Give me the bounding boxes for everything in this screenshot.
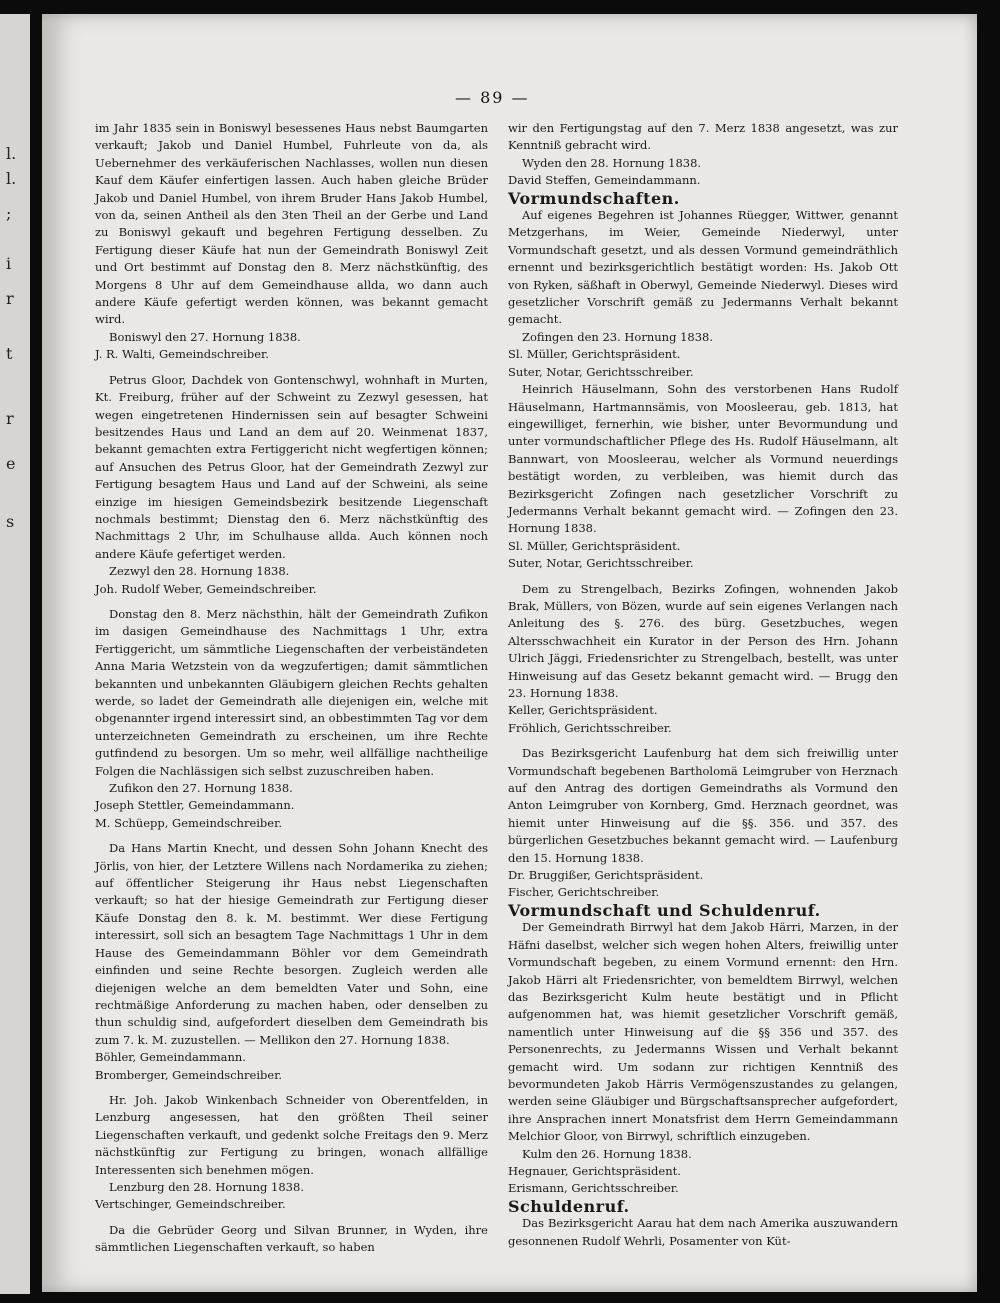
notice-paragraph: wir den Fertigungstag auf den 7. Merz 1838 angesetzt, was zur Kenntniß gebracht wird. [508,121,898,153]
gutter-mark: s [6,512,15,531]
section-heading: Vormundschaft und Schuldenruf. [508,900,821,920]
notice-signature: Joseph Stettler, Gemeindammann. [95,798,295,813]
notice-date: Zofingen den 23. Hornung 1838. [522,329,714,344]
notice-signature: Vertschinger, Gemeindschreiber. [95,1197,286,1212]
gutter-mark: r [6,289,14,308]
notice-paragraph: Hr. Joh. Jakob Winkenbach Schneider von Oberentfelden, in Lenzburg angesessen, hat den größten Theil seiner Liegenschaften verkauft, und gedenkt solche Freitags den 9. Merz nächstkünftig zur Fertigung zu bringen, wonach allfällige Interessenten sich benehmen mögen. [95,1092,488,1177]
notice-date: Kulm den 26. Hornung 1838. [522,1146,692,1161]
gutter-mark: l. [6,144,17,163]
notice-date: Wyden den 28. Hornung 1838. [522,155,702,170]
left-page-edge [0,14,30,1294]
notice-signature: Joh. Rudolf Weber, Gemeindschreiber. [95,581,317,596]
gutter-mark: ; [6,204,12,223]
notice-signature: Keller, Gerichtspräsident. [508,703,658,718]
notice-signature: J. R. Walti, Gemeindschreiber. [95,347,269,362]
notice-signature: Böhler, Gemeindammann. [95,1050,246,1065]
notice-signature: David Steffen, Gemeindammann. [508,173,701,188]
section-heading: Vormundschaften. [508,188,680,208]
notice-signature: M. Schüepp, Gemeindschreiber. [95,815,282,830]
notice-date: Zezwyl den 28. Hornung 1838. [109,564,290,579]
gutter-mark: t [6,344,13,363]
notice-paragraph: Donstag den 8. Merz nächsthin, hält der Gemeindrath Zufikon im dasigen Gemeindhause des Nachmittags 1 Uhr, extra Fertiggericht, um sämmtliche Liegenschaften der verbeiständeten Anna Maria Wetzstein von da wegzufertigen; damit sämmtlichen bekannten und unbekannten Gläubigern gleichen Rechts gehalten werde, so ladet der Gemeindrath alle diejenigen ein, welche mit obgenannter irgend interessirt sind, an obbestimmten Tag vor dem unterzeichneten Gemeindrath zu erscheinen, um ihre Rechte gutfindend zu besorgen. Um so mehr, weil allfällige nachtheilige Folgen die Nachlässigen sich selbst zuzuschreiben haben. [95,606,488,778]
notice-signature: Dr. Bruggißer, Gerichtspräsident. [508,868,704,883]
notice-paragraph: Dem zu Strengelbach, Bezirks Zofingen, wohnenden Jakob Brak, Müllers, von Bözen, wurde auf sein eigenes Verlangen nach Anleitung des §. 276. des bürg. Gesetzbuches, wegen Altersschwachheit ein Kurator in der Person des Hrn. Johann Ulrich Jäggi, Friedensrichter zu Strengelbach, bestellt, was unter Hinweisung auf das Gesetz bekannt gemacht wird. — Brugg den 23. Hornung 1838. [508,581,898,700]
gutter-mark: i [6,254,12,273]
notice-paragraph: Auf eigenes Begehren ist Johannes Rüegger, Wittwer, genannt Metzgerhans, im Weier, Gemeinde Niederwyl, unter Vormundschaft gesetzt, und als dessen Vormund gemeindräthlich ernennt und bezirksgerichtlich bestätigt worden: Hs. Jakob Ott von Ryken, säßhaft in Oberwyl, Gemeinde Niederwyl. Dieses wird gesetzlicher Vorschrift gemäß zu Jedermanns Verhalt bekannt gemacht. [508,208,898,327]
notice-paragraph: im Jahr 1835 sein in Boniswyl besessenes Haus nebst Baumgarten verkauft; Jakob und Daniel Humbel, Fuhrleute von da, als Uebernehmer des verkäuferischen Nachlasses, wollen nun diesen Kauf dem Käufer einfertigen lassen. Auch haben gleiche Brüder Jakob und Daniel Humbel, von ihrem Bruder Hans Jakob Humbel, von da, seinen Antheil als den 3ten Theil an der Gerbe und Land zu Boniswyl gekauft und begehren Fertigung desselben. Zu Fertigung dieser Käufe hat nun der Gemeindrath Boniswyl Zeit und Ort bestimmt auf Donstag den 8. Merz nächstkünftig, des Morgens 8 Uhr auf dem Gemeindhause allda, wo dann auch andere Käufe gefertigt werden können, was bekannt gemacht wird. [95,121,488,327]
notice-signature: Suter, Notar, Gerichtsschreiber. [508,556,694,571]
notice-paragraph: Da die Gebrüder Georg und Silvan Brunner, in Wyden, ihre sämmtlichen Liegenschaften verkauft, so haben [95,1222,488,1255]
notice-paragraph: Petrus Gloor, Dachdek von Gontenschwyl, wohnhaft in Murten, Kt. Freiburg, früher auf der Schweint zu Zezwyl gesessen, hat wegen eingetretenen Hindernissen sein auf besagter Schweini besitzendes Haus und Land an dem auf 20. Weinmenat 1837, bekannt gemachten extra Fertiggericht nicht wegfertigen können; auf Ansuchen des Petrus Gloor, hat der Gemeindrath Zezwyl zur Fertigung besagtem Haus und Land auf der Schweini, als seine einzige im hiesigen Gemeindsbezirk besitzende Liegenschaft nochmals bestimmt; Dienstag den 6. Merz nächstkünftig des Nachmittags 2 Uhr, im Schulhause allda. Auch können noch andere Käufe gefertiget werden. [95,372,488,561]
page-number: — 89 — [455,88,530,107]
gutter-mark: r [6,409,14,428]
left-column [95,120,488,1257]
notice-signature: Suter, Notar, Gerichtsschreiber. [508,364,694,379]
notice-signature: Bromberger, Gemeindschreiber. [95,1067,283,1082]
notice-paragraph: Heinrich Häuselmann, Sohn des verstorbenen Hans Rudolf Häuselmann, Hartmannsämis, von Moosleerau, geb. 1813, hat eingewilliget, fernerhin, wie bisher, unter Bevormundung und unter vormundschaftlicher Pflege des Hs. Rudolf Häuselmann, alt Bannwart, von Moosleerau, welcher als Vormund neuerdings bestätigt worden, zu verbleiben, was hiemit durch das Bezirksgericht Zofingen nach gesetzlicher Vorschrift zu Jedermanns Verhalt bekannt gemacht wird. — Zofingen den 23. Hornung 1838. [508,382,898,536]
notice-signature: Fischer, Gerichtschreiber. [508,885,660,900]
notice-signature: Fröhlich, Gerichtsschreiber. [508,720,672,735]
notice-date: Zufikon den 27. Hornung 1838. [109,781,293,796]
section-heading: Schuldenruf. [508,1196,630,1216]
right-column [508,120,898,1250]
notice-paragraph: Da Hans Martin Knecht, und dessen Sohn Johann Knecht des Jörlis, von hier, der Letztere Willens nach Nordamerika zu ziehen; auf öffentlicher Steigerung ihr Haus nebst Liegenschaften verkauft; so hat der hiesige Gemeindrath zur Fertigung dieser Käufe Donstag den 8. k. M. bestimmt. Wer diese Fertigung interessirt, soll sich an besagtem Tage Nachmittags 1 Uhr in dem Hause des Gemeindammann Böhler vor dem Gemeindrath einfinden und seine Rechte besorgen. Zugleich werden alle diejenigen welche an dem bemeldten Vater und Sohn, eine rechtmäßige Anforderung zu machen haben, oder denselben zu thun schuldig sind, aufgefordert dieselben dem Gemeindrath bis zum 7. k. M. zuzustellen. — Mellikon den 27. Hornung 1838. [95,841,488,1047]
notice-paragraph: Der Gemeindrath Birrwyl hat dem Jakob Härri, Marzen, in der Häfni daselbst, welcher sich wegen hohen Alters, freiwillig unter Vormundschaft begeben, zu einem Vormund ernennt: den Hrn. Jakob Härri alt Friedensrichter, von bemeldtem Birrwyl, welchen das Bezirksgericht Kulm heute bestätigt und in Pflicht aufgenommen hat, was hiemit gesetzlicher Vorschrift gemäß, namentlich unter Hinweisung auf die §§ 356 und 357. des Personenrechts, zu Jedermanns Wissen und Verhalt bekannt gemacht wird. Um sodann zur richtigen Kenntniß des bevormundeten Jakob Härris Vermögenszustandes zu gelangen, werden seine Gläubiger und Bürgschaftsansprecher aufgefordert, ihre Ansprachen innert Monatsfrist dem Herrn Gemeindammann Melchior Gloor, von Birrwyl, schriftlich einzugeben. [508,920,898,1144]
notice-signature: Sl. Müller, Gerichtspräsident. [508,538,681,553]
notice-date: Lenzburg den 28. Hornung 1838. [109,1179,304,1194]
notice-date: Boniswyl den 27. Hornung 1838. [109,329,301,344]
notice-paragraph: Das Bezirksgericht Laufenburg hat dem sich freiwillig unter Vormundschaft begebenen Bartholomä Leimgruber von Herznach auf den Antrag des dortigen Gemeindraths als Vormund den Anton Leimgruber von Kornberg, Gmd. Herznach geordnet, was hiemit unter Hinweisung auf die §§. 356. und 357. des bürgerlichen Gesetzbuches bekannt gemacht wird. — Laufenburg den 15. Hornung 1838. [508,746,898,865]
notice-signature: Sl. Müller, Gerichtspräsident. [508,347,681,362]
notice-signature: Erismann, Gerichtsschreiber. [508,1181,679,1196]
notice-signature: Hegnauer, Gerichtspräsident. [508,1163,681,1178]
notice-paragraph: Das Bezirksgericht Aarau hat dem nach Amerika auszuwandern gesonnenen Rudolf Wehrli, Posamenter von Küt- [508,1216,898,1248]
gutter-mark: e [6,454,16,473]
gutter-mark: l. [6,169,17,188]
